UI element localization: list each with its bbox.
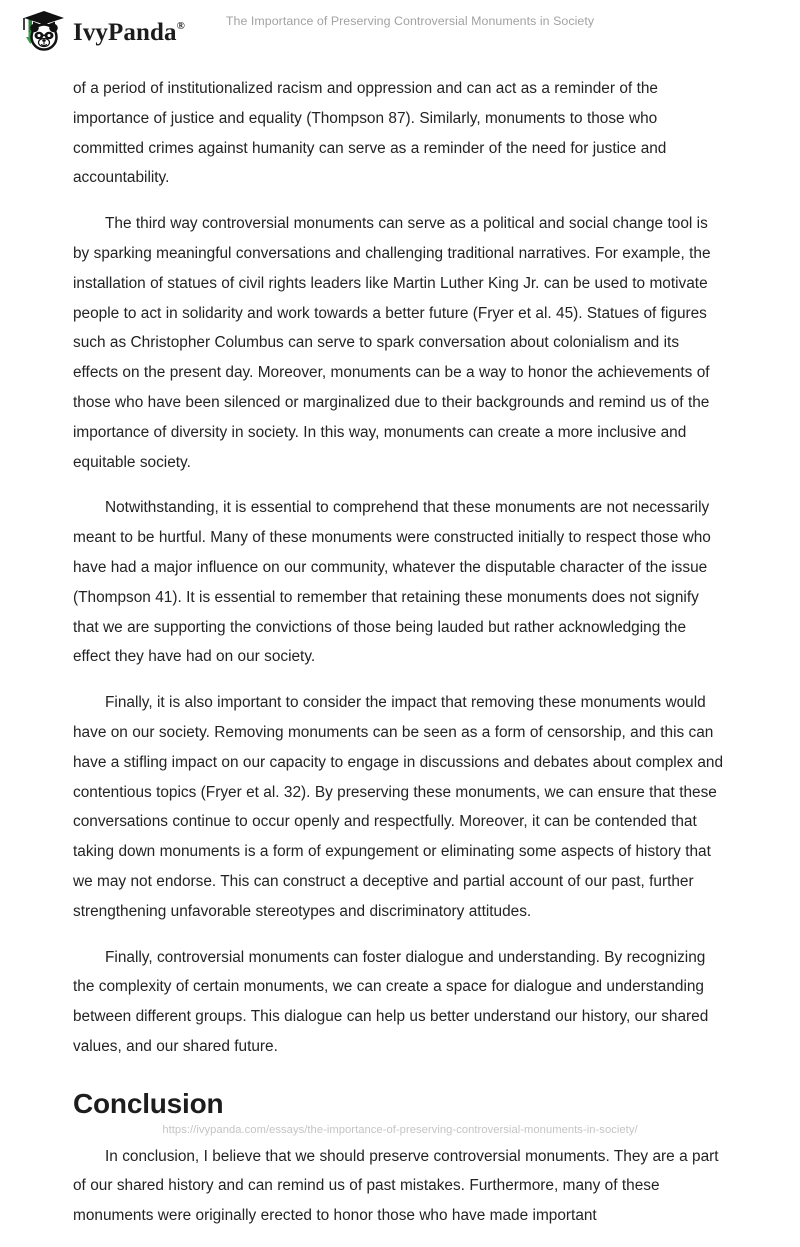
brand-name-text: IvyPanda: [73, 18, 177, 46]
footer-source-url[interactable]: https://ivypanda.com/essays/the-importance-of-preserving-controversial-monuments-in-society/: [162, 1124, 638, 1136]
essay-body: [73, 74, 727, 1247]
section-heading-conclusion: Conclusion: [73, 1087, 224, 1119]
paragraph-finally-impact: Finally, it is also important to consider the impact that removing these monuments would have on our society. Removing monuments can be seen as a form of censorship, and this can have a stifling impact on our capacity to engage in discussions and debates about complex and contentious topics (Fryer et al. 32). By preserving these monuments, we can ensure that these conversations continue to occur openly and respectfully. Moreover, it can be contended that taking down monuments is a form of expungement or eliminating some aspects of history that we may not endorse. This can construct a deceptive and partial account of our past, further strengthening unfavorable stereotypes and discriminatory attitudes.: [73, 694, 724, 920]
page-footer: [0, 1120, 800, 1138]
paragraph-third-way: The third way controversial monuments can serve as a political and social change tool is by sparking meaningful conversations and challenging traditional narratives. For example, the installation of statues of civil rights leaders like Martin Luther King Jr. can be used to motivate people to act in solidarity and work towards a better future (Fryer et al. 45). Statues of figures such as Christopher Columbus can serve to spark conversation about colonialism and its effects on the present day. Moreover, monuments can be a way to honor the achievements of those who have been silenced or marginalized due to their backgrounds and remind us of the importance of diversity in society. In this way, monuments can create a more inclusive and equitable society.: [73, 215, 711, 471]
paragraph-continued: of a period of institutionalized racism and oppression and can act as a reminder of the importance of justice and equality (Thompson 87). Similarly, monuments to those who committed crimes against humanity can serve as a reminder of the need for justice and accountability.: [73, 80, 667, 187]
registered-mark: ®: [176, 20, 185, 33]
paragraph-finally-dialogue: Finally, controversial monuments can foster dialogue and understanding. By recognizing the complexity of certain monuments, we can create a space for dialogue and understanding between different groups. This dialogue can help us better understand our history, our shared values, and our shared future.: [73, 948, 709, 1055]
paragraph-notwithstanding: Notwithstanding, it is essential to comprehend that these monuments are not necessarily meant to be hurtful. Many of these monuments were constructed initially to respect those who have had a major influence on our community, whatever the disputable character of the issue (Thompson 41). It is essential to remember that retaining these monuments does not signify that we are supporting the convictions of those being lauded but rather acknowledging the effect they have had on our society.: [73, 499, 711, 666]
page-header: [0, 0, 800, 62]
paragraph-conclusion: In conclusion, I believe that we should preserve controversial monuments. They are a part of our shared history and can remind us of past mistakes. Furthermore, many of these monuments were originally erected to honor those who have made important: [73, 1147, 719, 1225]
running-title: The Importance of Preserving Controversial Monuments in Society: [225, 14, 595, 28]
